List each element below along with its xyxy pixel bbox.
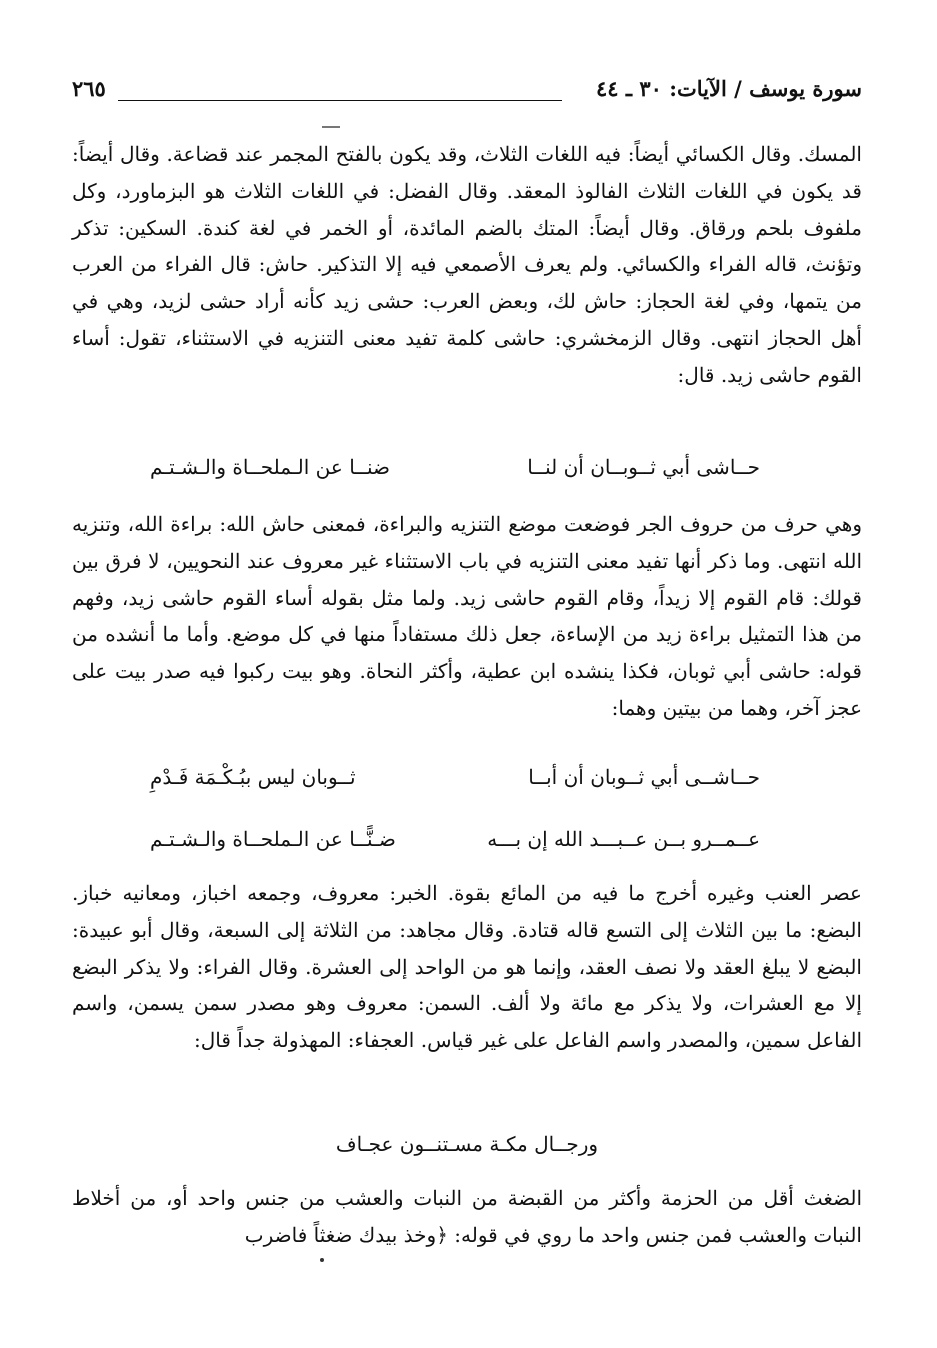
poem-verse-4 bbox=[72, 1132, 862, 1156]
paragraph-text: وهي حرف من حروف الجر فوضعت موضع التنزيه والبراءة، فمعنى حاش الله: براءة الله، وتنزيه الله انتهى. وما ذكر أنها تفيد معنى التنزيه في باب الاستثناء غير معروف عند النحويين، لا فرق بين قولك: قام القوم إلا زيداً، وقام القوم حاشى زيد. ولما مثل بقوله أساء القوم حاشى زيد، وفهم من هذا التمثيل براءة زيد من الإساءة، جعل ذلك مستفاداً منها في كل موضع. وأما ما أنشده من قوله: حاشى أبي ثوبان، فكذا ينشده ابن عطية، وأكثر النحاة. وهو بيت ركبوا فيه صدر بيت على عجز آخر، وهما من بيتين وهما: bbox=[72, 512, 863, 720]
verse-first-hemistich: عــمــرو بــن عــبـــد الله إن بـــه bbox=[487, 827, 760, 851]
paragraph-1 bbox=[72, 136, 862, 394]
header-rule bbox=[118, 100, 562, 101]
paragraph-text: المسك. وقال الكسائي أيضاً: فيه اللغات الثلاث، وقد يكون بالفتح المجمر عند قضاعة. وقال أيضاً: قد يكون في اللغات الثلاث الفالوذ المعقد. وقال الفضل: في اللغات الثلاث هو البزماورد، وكل ملفوف بلحم ورقاق. وقال أيضاً: المتك بالضم المائدة، أو الخمر في لغة كندة. السكين: تذكر وتؤنث، قاله الفراء والكسائي. ولم يعرف الأصمعي فيه إلا التذكير. حاش: قال الفراء من العرب من يتمها، وفي لغة الحجاز: حاش لك، وبعض العرب: حشى زيد كأنه أراد حشى لزيد، وهي في أهل الحجاز انتهى. وقال الزمخشري: حاشى كلمة تفيد معنى التنزيه في الاستثناء، تقول: أساء القوم حاشى زيد. قال: bbox=[72, 142, 862, 387]
poem-verse-2 bbox=[120, 765, 820, 805]
paragraph-4 bbox=[72, 1180, 862, 1254]
paragraph-2 bbox=[72, 506, 862, 727]
verse-first-hemistich: حــاشى أبي ثــوبــان أن لنــا bbox=[527, 455, 760, 479]
verse-second-hemistich: ضنــا عن الـملحــاة والـشـتـم bbox=[150, 455, 391, 479]
page-number: ٢٦٥ bbox=[72, 76, 106, 101]
poem-verse-1 bbox=[120, 455, 820, 495]
print-speck bbox=[322, 126, 340, 128]
verse-second-hemistich: ثــوبان ليس ببُـكْـمَة فَـدْمِ bbox=[150, 765, 356, 789]
poem-verse-3 bbox=[120, 827, 820, 867]
verse-second-hemistich: ضـنًّــا عن الـملحــاة والـشـتـم bbox=[150, 827, 396, 851]
running-title: سورة يوسف / الآيات: ٣٠ ـ ٤٤ bbox=[595, 76, 862, 101]
paragraph-text: عصر العنب وغيره أخرج ما فيه من المائع بقوة. الخبر: معروف، وجمعه اخباز، ومعانيه خباز. البضع: ما بين الثلاث إلى التسع قاله قتادة. وقال مجاهد: من الثلاثة إلى السبعة، وقال أبو عبيدة: البضع لا يبلغ العقد ولا نصف العقد، وإنما هو من الواحد إلى العشرة. وقال الفراء: ولا يذكر البضع إلا مع العشرات، ولا يذكر مع مائة ولا ألف. السمن: معروف وهو مصدر سمن يسمن، واسم الفاعل سمين، والمصدر واسم الفاعل على غير قياس. العجفاء: المهذولة جداً قال: bbox=[72, 881, 862, 1053]
paragraph-3 bbox=[72, 875, 862, 1059]
verse-line: ورجــال مكـة مسـتنــون عجـاف bbox=[335, 1132, 599, 1156]
verse-first-hemistich: حــاشــى أبي ثــوبان أن أبــا bbox=[528, 765, 760, 789]
page-header bbox=[72, 76, 862, 116]
paragraph-text: الضغث أقل من الحزمة وأكثر من القبضة من النبات والعشب من جنس واحد أو، من أخلاط النبات والعشب فمن جنس واحد ما روي في قوله: ﴿وخذ بيدك ضغثاً فاضرب bbox=[72, 1186, 862, 1247]
print-speck bbox=[320, 1258, 324, 1262]
